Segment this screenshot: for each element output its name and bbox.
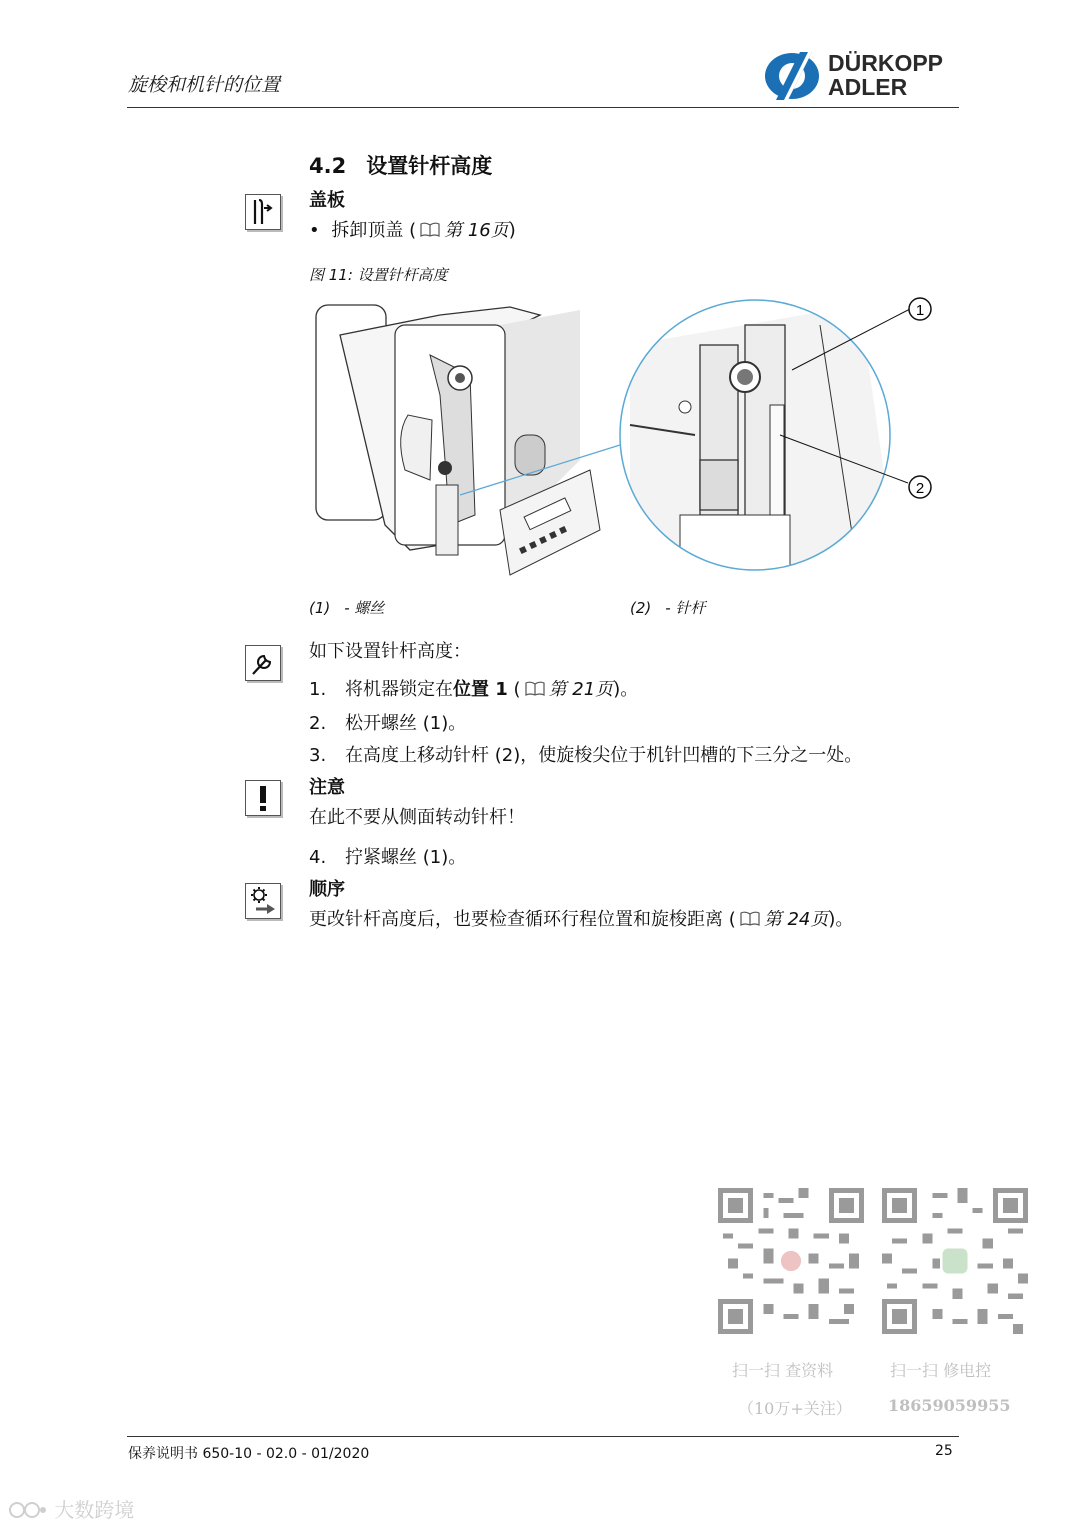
step-3-number: 3. xyxy=(309,745,327,766)
cover-heading: 盖板 xyxy=(309,190,345,211)
qr-left-sub: （10万+关注） xyxy=(738,1399,852,1418)
sequence-text: 更改针杆高度后，也要检查循环行程位置和旋梭距离 ( xyxy=(309,909,736,930)
qr-code-right[interactable] xyxy=(882,1188,1028,1334)
step-4-number: 4. xyxy=(309,847,327,868)
legend-item-2 xyxy=(630,597,705,618)
logo-mark-icon xyxy=(762,50,826,102)
book-reference-icon xyxy=(740,911,760,927)
qr-left-label: 扫一扫 查资料 xyxy=(732,1361,834,1380)
warning-exclamation-icon xyxy=(245,780,281,816)
corner-watermark-text: 大数跨境 xyxy=(54,1498,135,1522)
step-1-number: 1. xyxy=(309,679,327,700)
logo-text-durkopp: DÜRKOPP xyxy=(828,50,944,76)
legend-1-text: - 螺丝 xyxy=(344,599,385,617)
notice-text: 在此不要从侧面转动针杆！ xyxy=(309,807,525,828)
step-1-position: 位置 1 xyxy=(453,679,508,700)
callout-1-label: 1 xyxy=(915,302,925,319)
cover-close-paren: ) xyxy=(508,220,516,241)
step-1-close: )。 xyxy=(613,679,639,700)
step-1-page-ref[interactable]: 第 21页 xyxy=(548,679,614,700)
book-reference-icon xyxy=(420,222,440,238)
step-2-text: 松开螺丝 (1)。 xyxy=(345,713,467,734)
sequence-page-ref[interactable]: 第 24页 xyxy=(763,909,829,930)
step-2-number: 2. xyxy=(309,713,327,734)
sequence-close: )。 xyxy=(828,909,854,930)
section-heading xyxy=(309,150,492,180)
sewing-machine-illustration xyxy=(300,285,940,595)
step-3 xyxy=(309,741,862,767)
legend-2-number: (2) xyxy=(630,599,652,617)
figure-caption: 图 11: 设置针杆高度 xyxy=(309,266,448,284)
section-title: 设置针杆高度 xyxy=(366,154,493,178)
footer-rule xyxy=(127,1436,959,1437)
sequence-heading: 顺序 xyxy=(309,879,345,900)
logo-text-adler: ADLER xyxy=(828,74,908,100)
gear-arrow-icon xyxy=(245,883,281,919)
step-1-open-paren: ( xyxy=(507,679,521,700)
durkopp-adler-logo xyxy=(762,48,957,102)
step-4 xyxy=(309,843,466,869)
qr-code-left[interactable] xyxy=(718,1188,864,1334)
step-2 xyxy=(309,709,466,735)
sequence-text-line xyxy=(309,905,853,931)
procedure-intro: 如下设置针杆高度： xyxy=(309,641,471,662)
cover-bullet-item xyxy=(309,216,516,242)
notice-heading: 注意 xyxy=(309,777,345,798)
footer-page-number: 25 xyxy=(935,1443,953,1459)
cover-removal-icon xyxy=(245,194,281,230)
legend-1-number: (1) xyxy=(309,599,331,617)
figure-needle-bar-height xyxy=(300,285,940,595)
qr-right-label: 扫一扫 修电控 xyxy=(890,1361,992,1380)
footer-document-id: 保养说明书 650-10 - 02.0 - 01/2020 xyxy=(128,1446,370,1462)
watermark-logo-icon xyxy=(8,1499,48,1521)
legend-item-1 xyxy=(309,597,384,618)
cover-text: 拆卸顶盖 ( xyxy=(331,220,417,241)
corner-watermark xyxy=(8,1494,134,1523)
bullet: • xyxy=(309,220,320,241)
legend-2-text: - 针杆 xyxy=(665,599,706,617)
qr-right-phone: 18659059955 xyxy=(888,1396,1011,1415)
running-header-title: 旋梭和机针的位置 xyxy=(128,74,281,96)
step-1 xyxy=(309,675,638,701)
step-4-text: 拧紧螺丝 (1)。 xyxy=(345,847,467,868)
callout-2-label: 2 xyxy=(915,480,925,497)
step-1-text: 将机器锁定在 xyxy=(345,679,453,700)
section-number: 4.2 xyxy=(309,154,347,178)
wrench-icon xyxy=(245,645,281,681)
cover-page-ref[interactable]: 第 16页 xyxy=(444,220,509,241)
step-3-text: 在高度上移动针杆 (2)，使旋梭尖位于机针凹槽的下三分之一处。 xyxy=(345,745,863,766)
header-rule xyxy=(127,107,959,108)
book-reference-icon xyxy=(525,681,545,697)
